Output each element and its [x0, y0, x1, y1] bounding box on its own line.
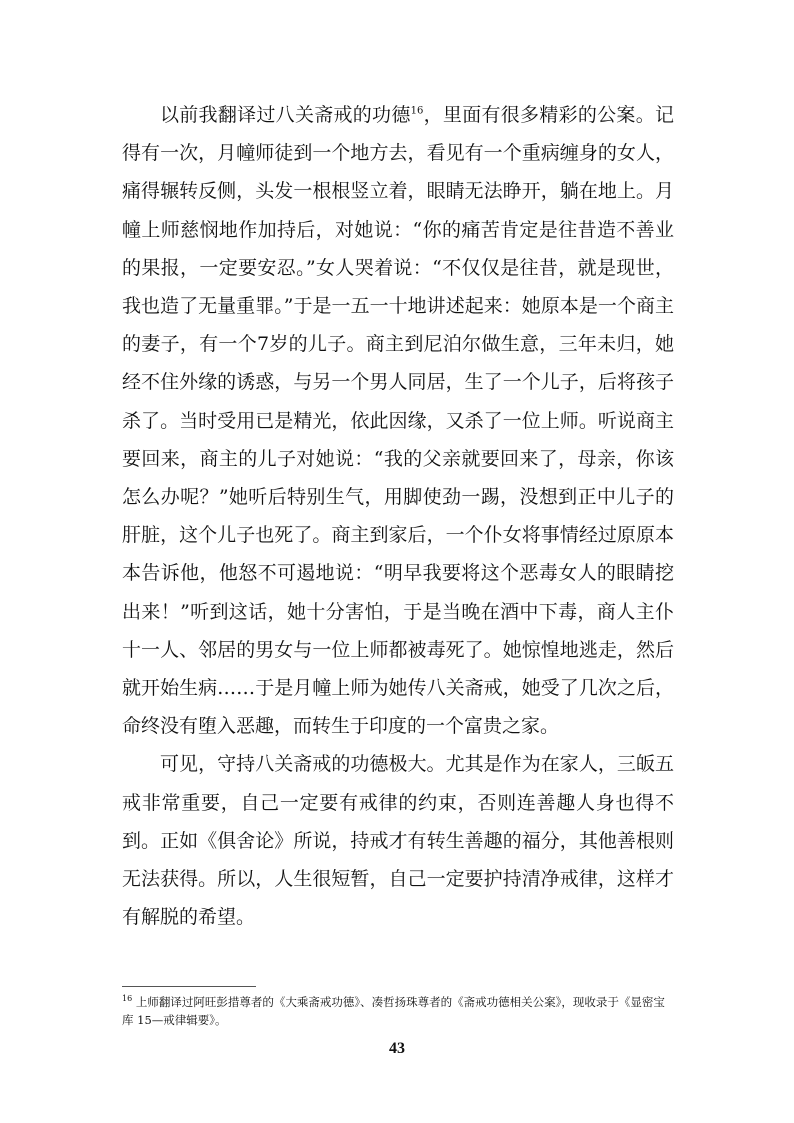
page-number: 43 [389, 1040, 405, 1057]
footnote-text: 上师翻译过阿旺彭措尊者的《大乘斋戒功德》、凑哲扬珠尊者的《斋戒功德相关公案》，现收录于《显密宝库 15—戒律辑要》。 [122, 995, 665, 1027]
footnote [122, 993, 674, 1029]
paragraph-1 [122, 96, 674, 745]
footnote-number: 16 [122, 994, 133, 1004]
paragraph-2: 可见，守持八关斋戒的功德极大。尤其是作为在家人，三皈五戒非常重要，自己一定要有戒律的约束，否则连善趣人身也得不到。正如《俱舍论》所说，持戒才有转生善趣的福分，其他善根则无法获得。所以，人生很短暂，自己一定要护持清净戒律，这样才有解脱的希望。 [122, 753, 674, 929]
paragraph-1-start: 以前我翻译过八关斋戒的功德 [160, 104, 411, 126]
body-text [122, 96, 674, 936]
footnote-separator [122, 986, 256, 987]
paragraph-1-rest: ，里面有很多精彩的公案。记得有一次，月幢师徒到一个地方去，看见有一个重病缠身的女人，痛得辗转反侧，头发一根根竖立着，眼睛无法睁开，躺在地上。月幢上师慈悯地作加持后，对她说：“你的痛苦肯定是往昔造不善业的果报，一定要安忍。”女人哭着说：“不仅仅是往昔，就是现世，我也造了无量重罪。”于是一五一十地讲述起来：她原本是一个商主的妻子，有一个7岁的儿子。商主到尼泊尔做生意，三年未归，她经不住外缘的诱惑，与另一个男人同居，生了一个儿子，后将孩子杀了。当时受用已是精光，依此因缘，又杀了一位上师。听说商主要回来，商主的儿子对她说：“我的父亲就要回来了，母亲，你该怎么办呢？”她听后特别生气，用脚使劲一踢，没想到正中儿子的肝脏，这个儿子也死了。商主到家后，一个仆女将事情经过原原本本告诉他，他怒不可遏地说：“明早我要将这个恶毒女人的眼睛挖出来！”听到这话，她十分害怕，于是当晚在酒中下毒，商人主仆十一人、邻居的男女与一位上师都被毒死了。她惊惶地逃走，然后就开始生病……于是月幢上师为她传八关斋戒，她受了几次之后，命终没有堕入恶趣，而转生于印度的一个富贵之家。 [122, 104, 674, 738]
footnote-reference[interactable]: 16 [410, 105, 424, 117]
